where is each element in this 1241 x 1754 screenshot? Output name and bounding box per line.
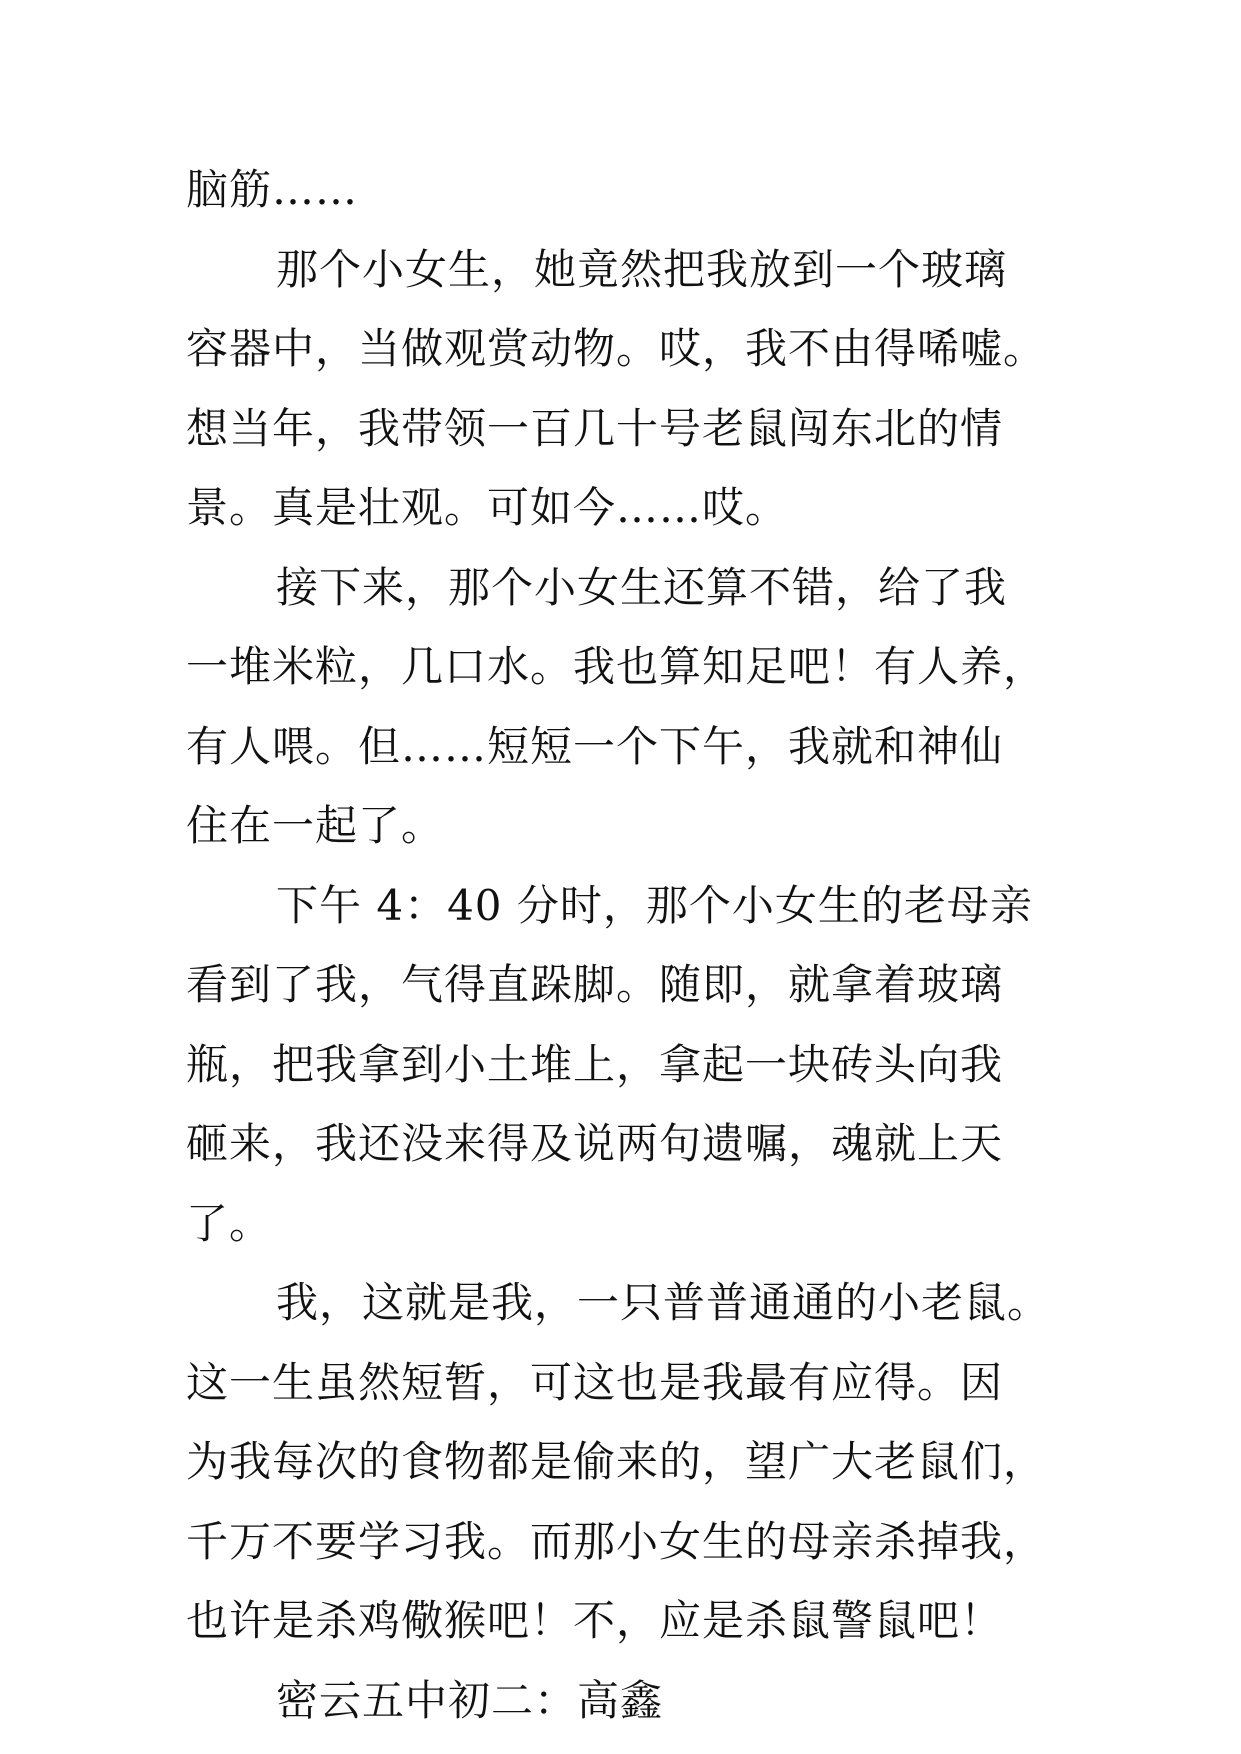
text-line: 千万不要学习我。而那小女生的母亲杀掉我， <box>186 1516 1047 1566</box>
paragraph-start-line: 我，这就是我，一只普普通通的小老鼠。 <box>276 1278 1051 1327</box>
text-line: 想当年，我带领一百几十号老鼠闯东北的情 <box>186 403 1004 453</box>
text-line: 为我每次的食物都是偷来的，望广大老鼠们， <box>186 1437 1047 1486</box>
paragraph-start-line: 接下来，那个小女生还算不错，给了我 <box>276 562 1008 612</box>
text-line: 有人喂。但……短短一个下午，我就和神仙 <box>186 721 1004 771</box>
text-line: 一堆米粒，几口水。我也算知足吧！有人养， <box>186 642 1047 691</box>
text-line: 这一生虽然短暂，可这也是我最有应得。因 <box>186 1357 1004 1407</box>
text-line: 了。 <box>186 1198 273 1248</box>
article-body <box>186 150 1086 1740</box>
author-line: 密云五中初二：高鑫 <box>276 1675 664 1725</box>
paragraph-start-line: 下午 4：40 分时，那个小女生的老母亲 <box>276 880 1033 930</box>
text-line: 也许是杀鸡儆猴吧！不，应是杀鼠警鼠吧！ <box>186 1596 1004 1645</box>
text-line: 景。真是壮观。可如今……哎。 <box>186 483 789 532</box>
text-line: 容器中，当做观赏动物。哎，我不由得唏嘘。 <box>186 324 1047 373</box>
text-line: 看到了我，气得直跺脚。随即，就拿着玻璃 <box>186 960 1004 1009</box>
text-line: 住在一起了。 <box>186 801 445 850</box>
text-line: 脑筋…… <box>186 165 359 214</box>
text-line: 砸来，我还没来得及说两句遗嘱，魂就上天 <box>186 1119 1004 1168</box>
paragraph-start-line: 那个小女生，她竟然把我放到一个玻璃 <box>276 244 1008 294</box>
text-line: 瓶，把我拿到小土堆上，拿起一块砖头向我 <box>186 1039 1004 1089</box>
